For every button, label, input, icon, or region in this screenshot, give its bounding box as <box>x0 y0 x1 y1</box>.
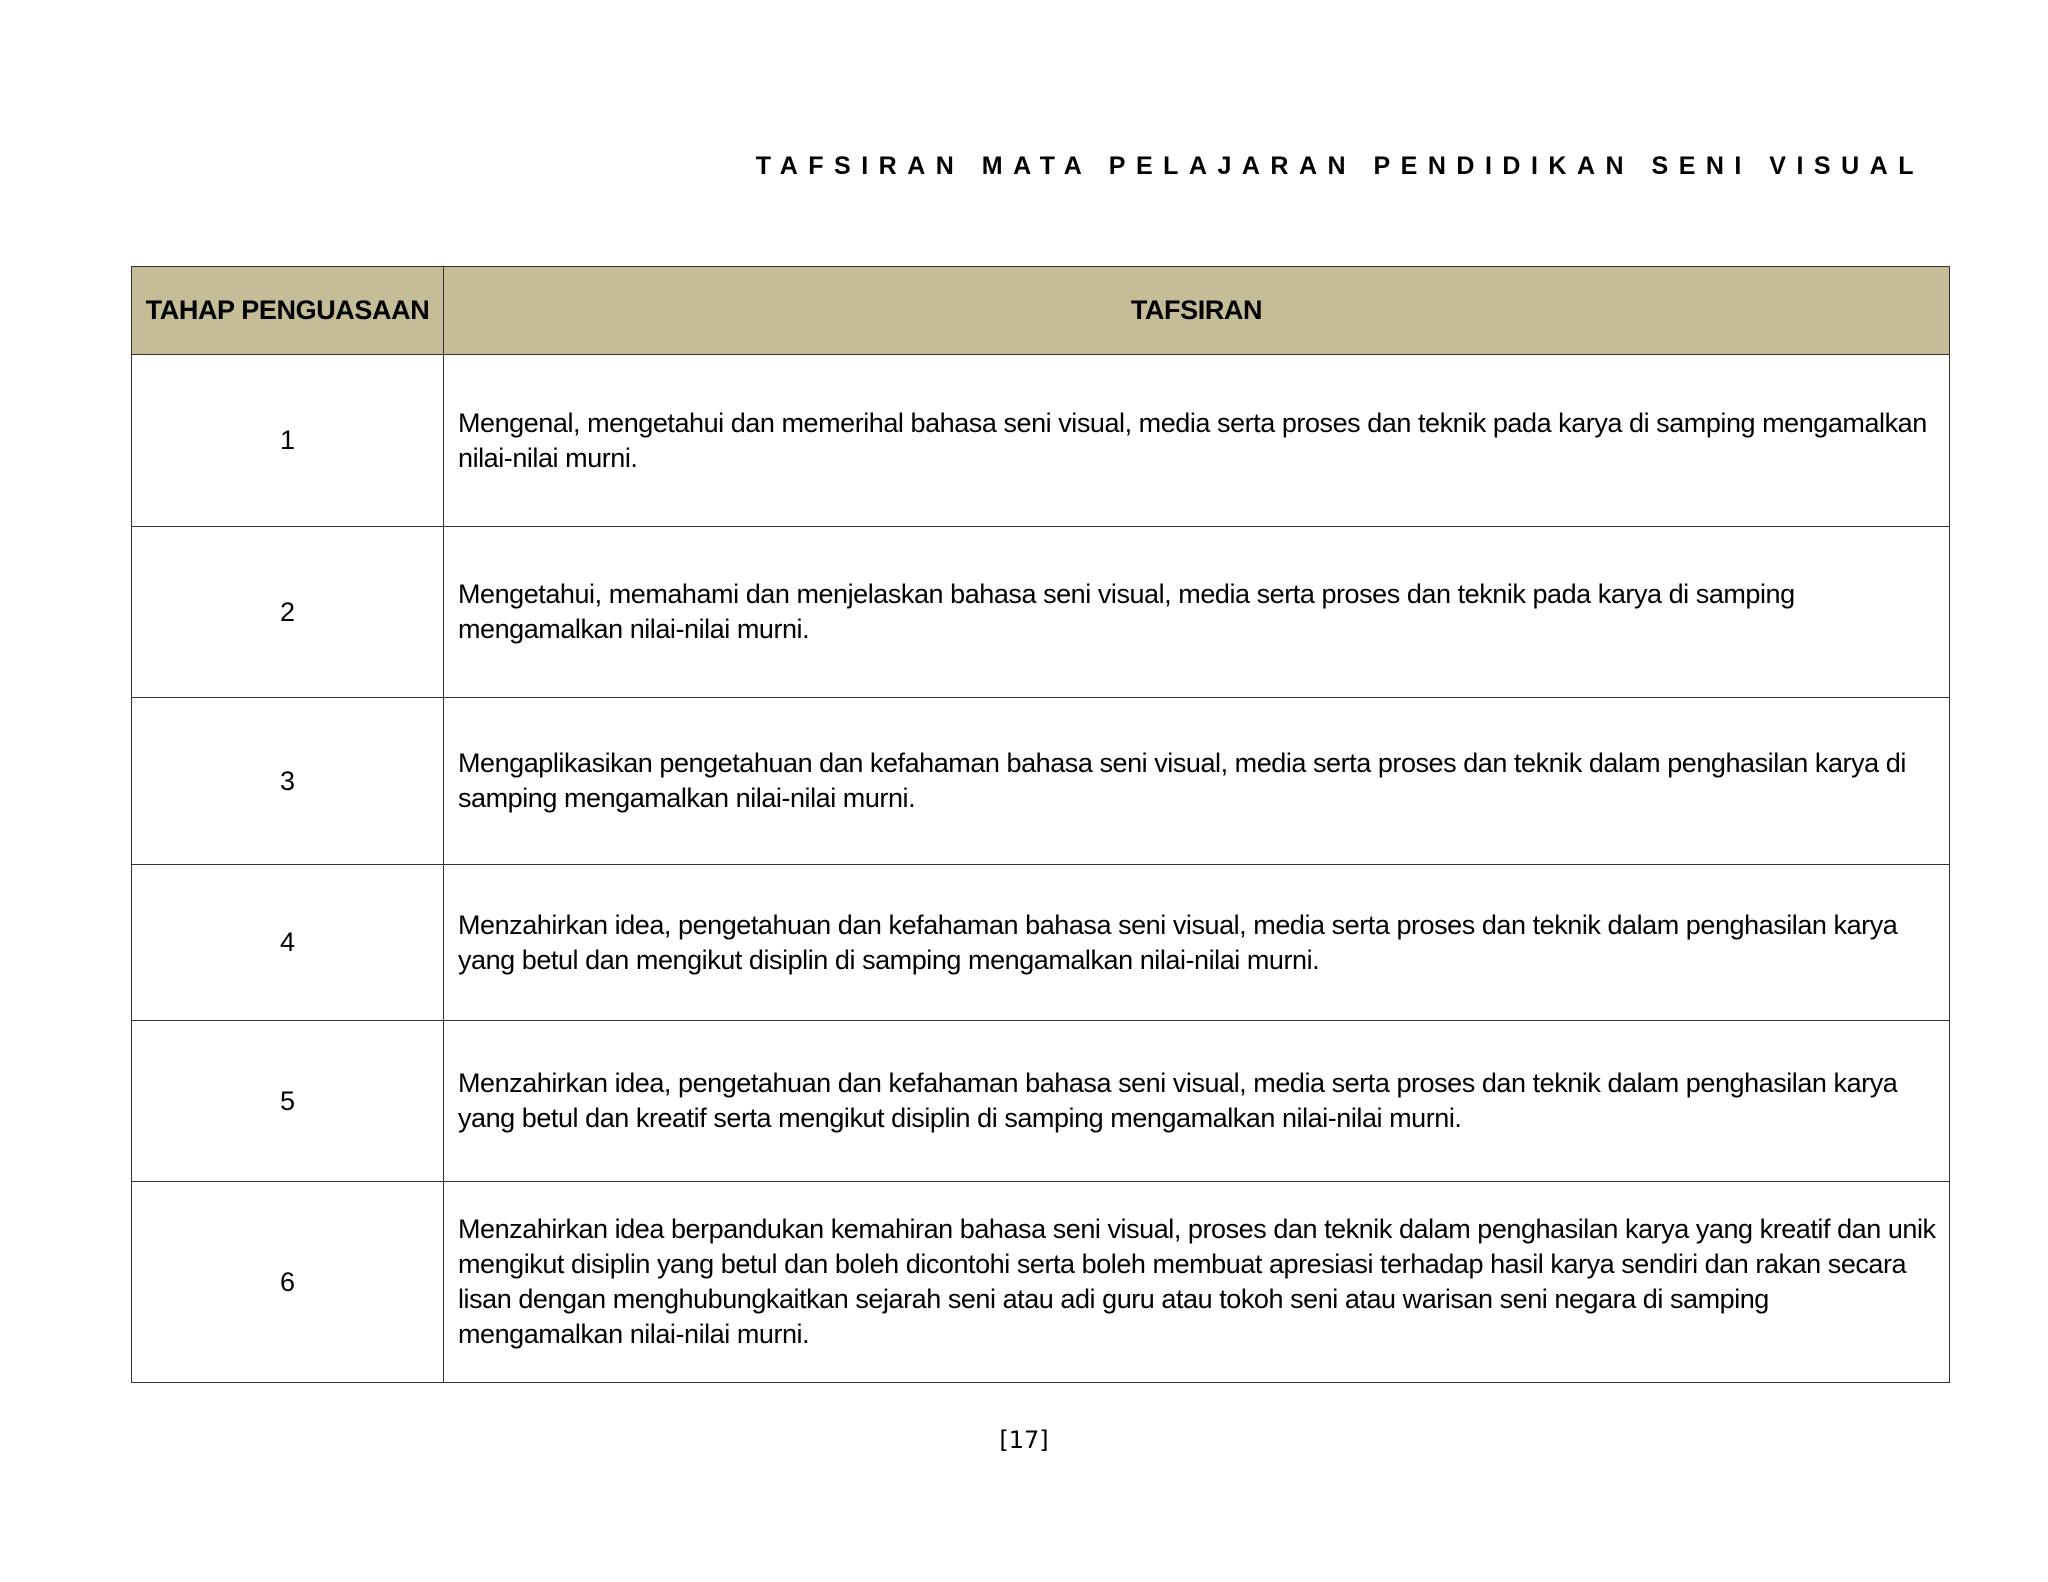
page-number: [17] <box>999 1426 1049 1454</box>
level-cell: 2 <box>132 527 444 698</box>
level-cell: 4 <box>132 865 444 1021</box>
table-row <box>132 355 1950 527</box>
table-row <box>132 527 1950 698</box>
description-cell: Menzahirkan idea, pengetahuan dan kefahaman bahasa seni visual, media serta proses dan teknik dalam penghasilan karya yang betul dan mengikut disiplin di samping mengamalkan nilai-nilai murni. <box>444 865 1950 1021</box>
header-tafsiran: TAFSIRAN <box>444 267 1950 355</box>
description-cell: Menzahirkan idea berpandukan kemahiran bahasa seni visual, proses dan teknik dalam penghasilan karya yang kreatif dan unik mengikut disiplin yang betul dan boleh dicontohi serta boleh membuat apresiasi terhadap hasil karya sendiri dan rakan secara lisan dengan menghubungkaitkan sejarah seni atau adi guru atau tokoh seni atau warisan seni negara di samping mengamalkan nilai-nilai murni. <box>444 1182 1950 1383</box>
level-cell: 1 <box>132 355 444 527</box>
level-cell: 5 <box>132 1021 444 1182</box>
description-cell: Mengaplikasikan pengetahuan dan kefahaman bahasa seni visual, media serta proses dan teknik dalam penghasilan karya di samping mengamalkan nilai-nilai murni. <box>444 698 1950 865</box>
table-row <box>132 698 1950 865</box>
level-cell: 6 <box>132 1182 444 1383</box>
table-row <box>132 1021 1950 1182</box>
header-tahap-penguasaan: TAHAP PENGUASAAN <box>132 267 444 355</box>
table-row <box>132 865 1950 1021</box>
table-header-row <box>132 267 1950 355</box>
description-cell: Mengenal, mengetahui dan memerihal bahasa seni visual, media serta proses dan teknik pada karya di samping mengamalkan nilai-nilai murni. <box>444 355 1950 527</box>
tafsiran-table <box>131 266 1950 1383</box>
description-cell: Mengetahui, memahami dan menjelaskan bahasa seni visual, media serta proses dan teknik pada karya di samping mengamalkan nilai-nilai murni. <box>444 527 1950 698</box>
level-cell: 3 <box>132 698 444 865</box>
description-cell: Menzahirkan idea, pengetahuan dan kefahaman bahasa seni visual, media serta proses dan teknik dalam penghasilan karya yang betul dan kreatif serta mengikut disiplin di samping mengamalkan nilai-nilai murni. <box>444 1021 1950 1182</box>
table-row <box>132 1182 1950 1383</box>
page-heading: TAFSIRAN MATA PELAJARAN PENDIDIKAN SENI VISUAL <box>755 152 1924 180</box>
